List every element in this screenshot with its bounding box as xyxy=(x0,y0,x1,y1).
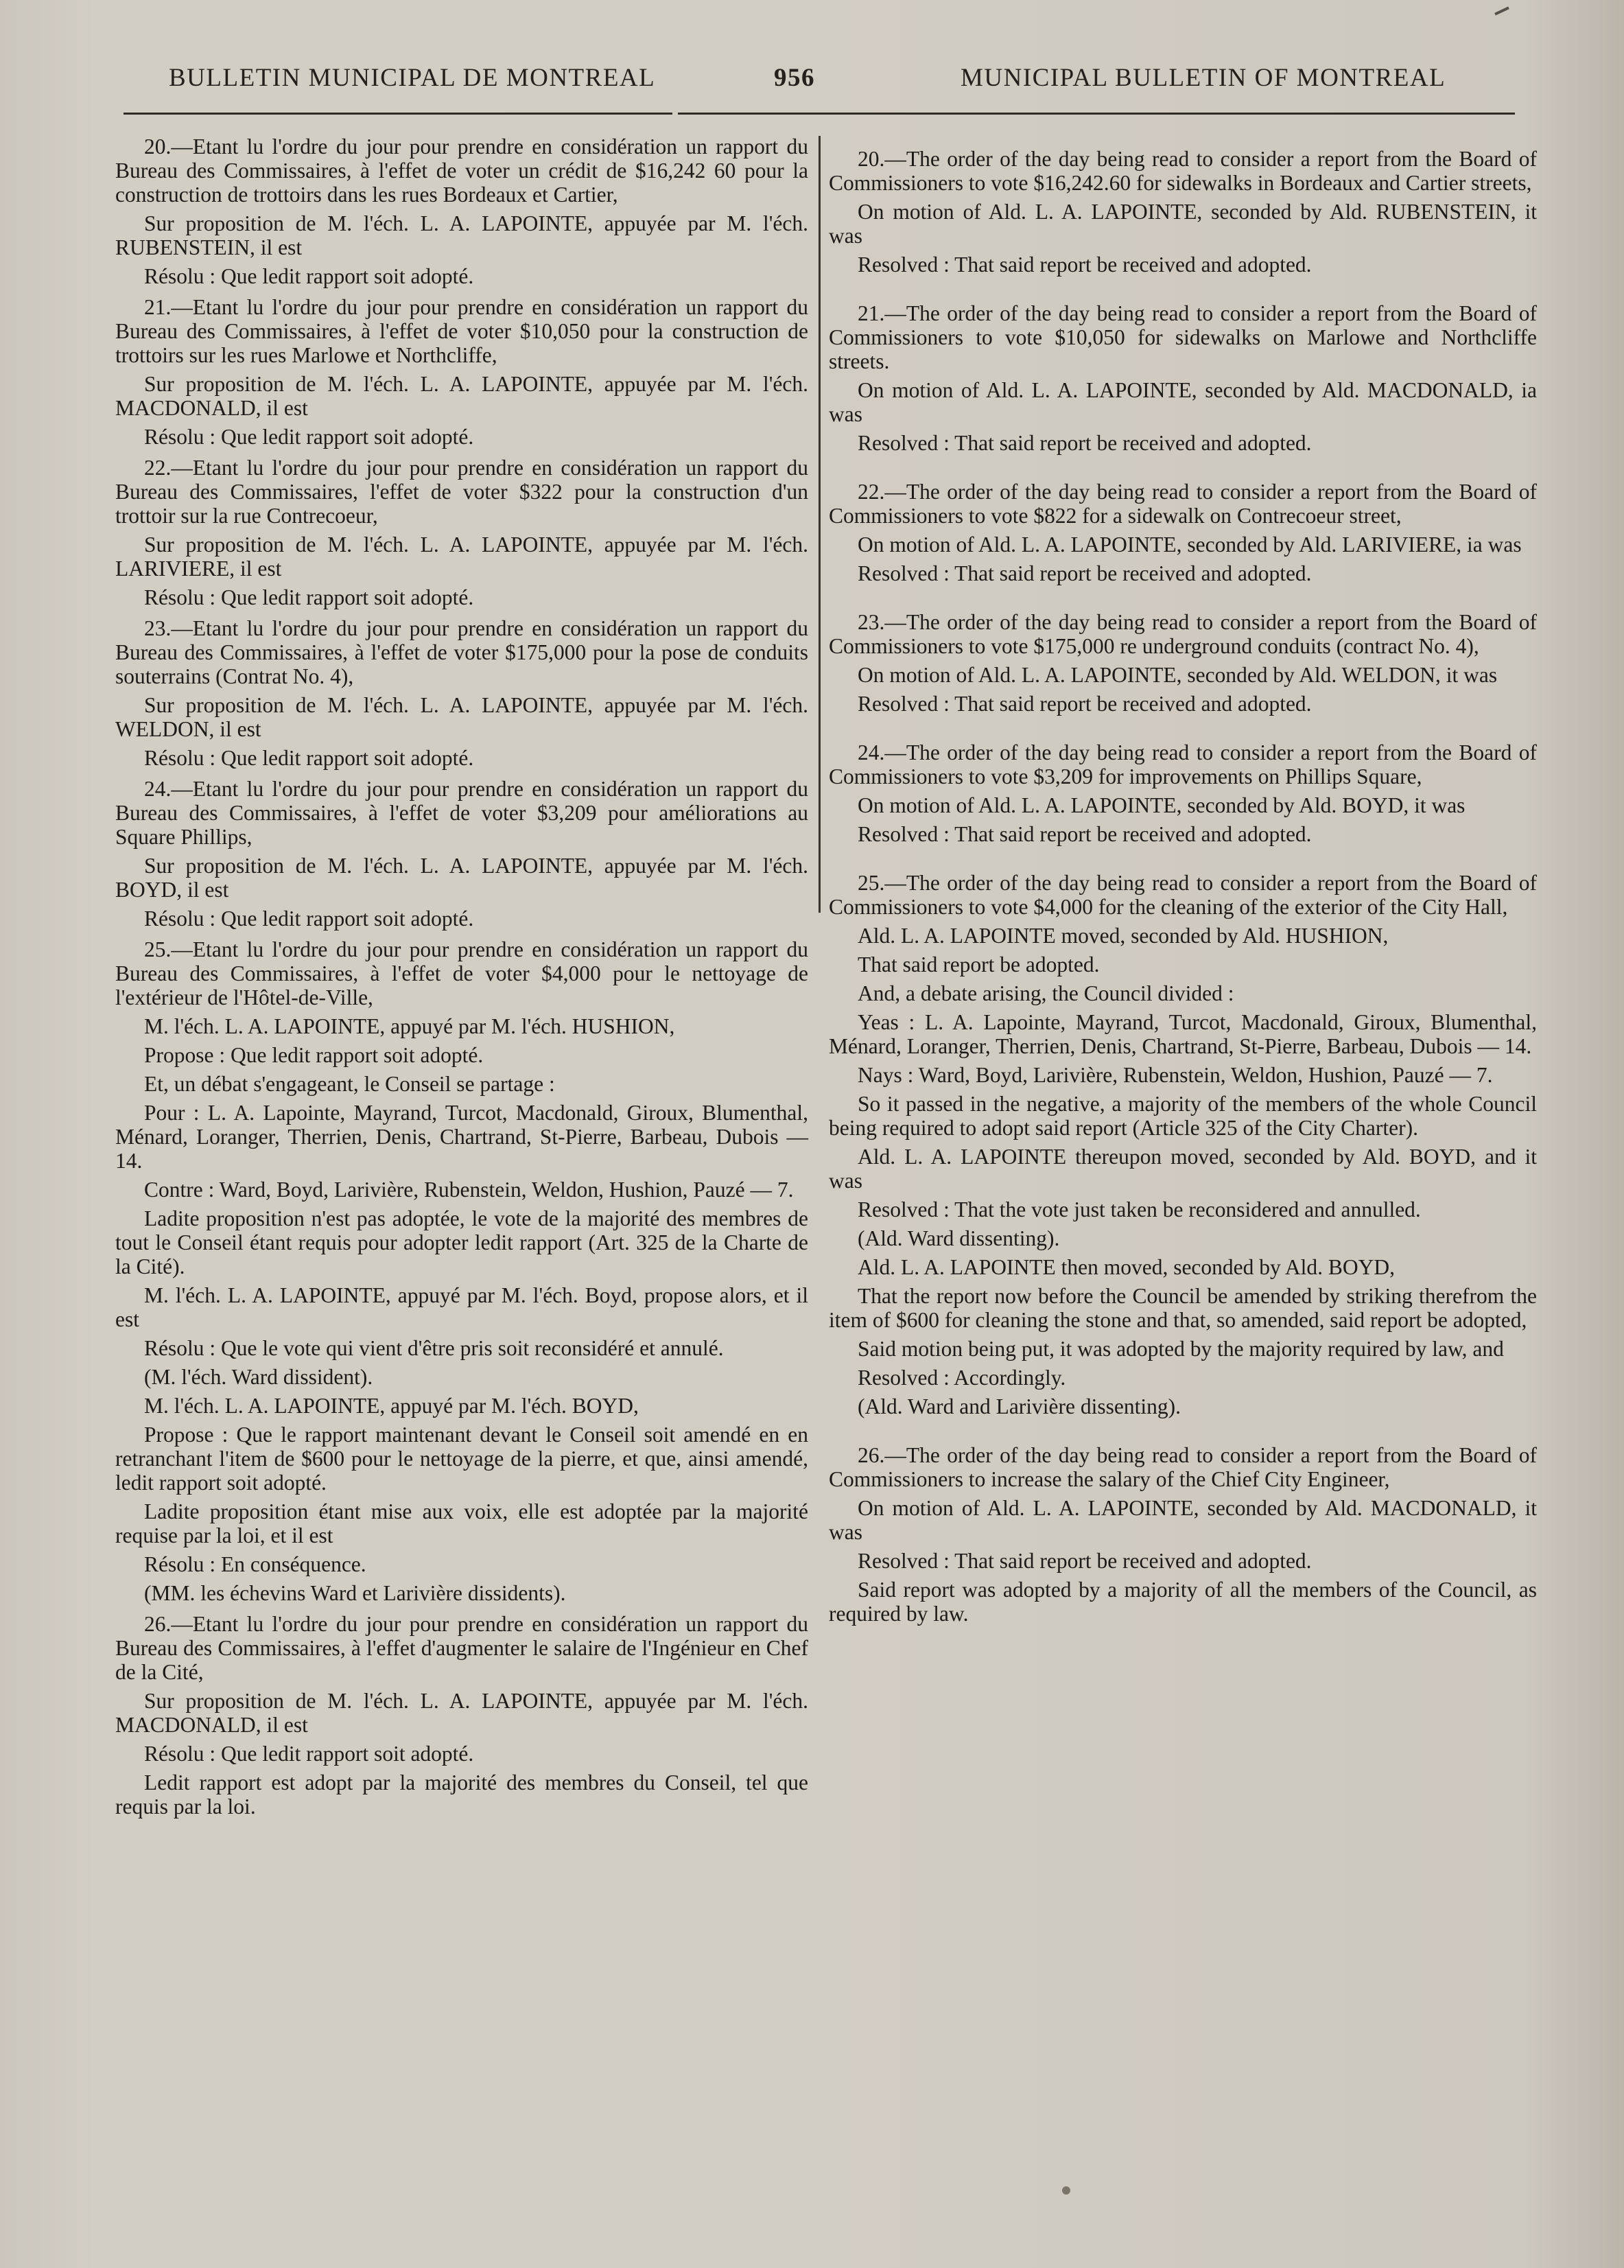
french-item xyxy=(115,1612,808,1819)
french-paragraph: Résolu : Que ledit rapport soit adopté. xyxy=(144,746,474,770)
french-paragraph: Résolu : Que ledit rapport soit adopté. xyxy=(144,264,474,288)
french-paragraph: Ledit rapport est adopt par la majorité des membres du Conseil, tel que requis par la loi. xyxy=(115,1770,808,1819)
english-paragraph: On motion of Ald. L. A. LAPOINTE, seconded by Ald. BOYD, it was xyxy=(858,793,1466,817)
french-paragraph: 21.—Etant lu l'ordre du jour pour prendre en considération un rapport du Bureau des Commissaires, à l'effet de voter $10,050 pour la construction de trottoirs sur les rues Marlowe et Northcliffe, xyxy=(115,295,808,367)
french-paragraph: Pour : L. A. Lapointe, Mayrand, Turcot, Macdonald, Giroux, Blumenthal, Ménard, Loranger, Therrien, Denis, Chartrand, St-Pierre, Barbeau, Dubois — 14. xyxy=(115,1101,808,1173)
french-paragraph: Résolu : Que ledit rapport soit adopté. xyxy=(144,907,474,931)
french-item xyxy=(115,295,808,449)
french-paragraph: 20.—Etant lu l'ordre du jour pour prendre en considération un rapport du Bureau des Commissaires, à l'effet de voter un crédit de $16,242 60 pour la construction de trottoirs dans les rues Bordeaux et Cartier, xyxy=(115,135,808,207)
header-left-title: BULLETIN MUNICIPAL DE MONTREAL xyxy=(169,64,656,92)
print-mark xyxy=(1494,7,1509,16)
french-paragraph: M. l'éch. L. A. LAPOINTE, appuyé par M. l'éch. Boyd, propose alors, et il est xyxy=(115,1283,808,1331)
page-number: 956 xyxy=(774,64,815,92)
english-paragraph: Yeas : L. A. Lapointe, Mayrand, Turcot, Macdonald, Giroux, Blumenthal, Ménard, Loranger, Therrien, Denis, Chartrand, St-Pierre, Barbeau, Dubois — 14. xyxy=(829,1010,1537,1058)
french-paragraph: 24.—Etant lu l'ordre du jour pour prendre en considération un rapport du Bureau des Commissaires, à l'effet de voter $3,209 pour améliorations au Square Phillips, xyxy=(115,777,808,849)
french-paragraph: Et, un débat s'engageant, le Conseil se partage : xyxy=(144,1072,555,1096)
french-paragraph: Sur proposition de M. l'éch. L. A. LAPOINTE, appuyée par M. l'éch. BOYD, il est xyxy=(115,854,808,902)
french-paragraph: Propose : Que le rapport maintenant devant le Conseil soit amendé en en retranchant l'item de $600 pour le nettoyage de la pierre, et que, ainsi amendé, ledit rapport soit adopté. xyxy=(115,1423,808,1495)
french-column xyxy=(115,135,808,1825)
english-paragraph: On motion of Ald. L. A. LAPOINTE, seconded by Ald. MACDONALD, it was xyxy=(829,1496,1537,1544)
english-paragraph: So it passed in the negative, a majority of the members of the whole Council being required to adopt said report (Article 325 of the City Charter). xyxy=(829,1092,1537,1140)
english-paragraph: Resolved : That said report be received and adopted. xyxy=(858,561,1312,585)
french-paragraph: M. l'éch. L. A. LAPOINTE, appuyé par M. l'éch. BOYD, xyxy=(144,1394,639,1418)
english-paragraph: 25.—The order of the day being read to consider a report from the Board of Commissioners to vote $4,000 for the cleaning of the exterior of the City Hall, xyxy=(829,871,1537,919)
french-item xyxy=(115,456,808,609)
english-paragraph: 24.—The order of the day being read to consider a report from the Board of Commissioners to vote $3,209 for improvements on Phillips Square, xyxy=(829,740,1537,788)
english-paragraph: On motion of Ald. L. A. LAPOINTE, seconded by Ald. MACDONALD, ia was xyxy=(829,378,1537,426)
english-paragraph: Resolved : That said report be received and adopted. xyxy=(858,431,1312,455)
english-paragraph: On motion of Ald. L. A. LAPOINTE, seconded by Ald. RUBENSTEIN, it was xyxy=(829,200,1537,248)
french-paragraph: M. l'éch. L. A. LAPOINTE, appuyé par M. l'éch. HUSHION, xyxy=(144,1014,675,1038)
french-paragraph: Sur proposition de M. l'éch. L. A. LAPOINTE, appuyée par M. l'éch. RUBENSTEIN, il est xyxy=(115,211,808,259)
english-paragraph: (Ald. Ward and Larivière dissenting). xyxy=(858,1394,1181,1418)
english-item xyxy=(829,610,1537,716)
page-dot xyxy=(1062,2186,1070,2195)
french-paragraph: Contre : Ward, Boyd, Larivière, Rubenstein, Weldon, Hushion, Pauzé — 7. xyxy=(144,1178,794,1202)
french-paragraph: Propose : Que ledit rapport soit adopté. xyxy=(144,1043,484,1067)
english-paragraph: Resolved : Accordingly. xyxy=(858,1366,1066,1390)
english-item xyxy=(829,480,1537,585)
column-divider xyxy=(819,136,821,913)
french-paragraph: (MM. les échevins Ward et Larivière dissidents). xyxy=(144,1581,566,1605)
english-paragraph: That said report be adopted. xyxy=(858,952,1100,977)
english-paragraph: 23.—The order of the day being read to consider a report from the Board of Commissioners to vote $175,000 re underground conduits (contract No. 4), xyxy=(829,610,1537,658)
english-paragraph: 21.—The order of the day being read to consider a report from the Board of Commissioners to vote $10,050 for sidewalks on Marlowe and Northcliffe streets. xyxy=(829,301,1537,373)
french-paragraph: Sur proposition de M. l'éch. L. A. LAPOINTE, appuyée par M. l'éch. LARIVIERE, il est xyxy=(115,533,808,581)
english-paragraph: Resolved : That said report be received and adopted. xyxy=(858,692,1312,716)
english-paragraph: And, a debate arising, the Council divided : xyxy=(858,981,1234,1005)
french-paragraph: Résolu : Que ledit rapport soit adopté. xyxy=(144,1742,474,1766)
french-paragraph: Résolu : Que ledit rapport soit adopté. xyxy=(144,425,474,449)
english-paragraph: Resolved : That said report be received and adopted. xyxy=(858,1549,1312,1573)
french-paragraph: Résolu : Que ledit rapport soit adopté. xyxy=(144,585,474,609)
french-item xyxy=(115,937,808,1605)
english-paragraph: On motion of Ald. L. A. LAPOINTE, seconded by Ald. WELDON, it was xyxy=(858,663,1498,687)
english-paragraph: Ald. L. A. LAPOINTE moved, seconded by Ald. HUSHION, xyxy=(858,924,1389,948)
french-paragraph: 23.—Etant lu l'ordre du jour pour prendre en considération un rapport du Bureau des Commissaires, à l'effet de voter $175,000 pour la pose de conduits souterrains (Contrat No. 4), xyxy=(115,616,808,688)
english-paragraph: 26.—The order of the day being read to consider a report from the Board of Commissioners to increase the salary of the Chief City Engineer, xyxy=(829,1443,1537,1491)
french-paragraph: Sur proposition de M. l'éch. L. A. LAPOINTE, appuyée par M. l'éch. MACDONALD, il est xyxy=(115,1689,808,1737)
english-paragraph: Nays : Ward, Boyd, Larivière, Rubenstein, Weldon, Hushion, Pauzé — 7. xyxy=(858,1063,1493,1087)
french-paragraph: (M. l'éch. Ward dissident). xyxy=(144,1365,373,1389)
english-item xyxy=(829,1443,1537,1626)
english-paragraph: On motion of Ald. L. A. LAPOINTE, seconded by Ald. LARIVIERE, ia was xyxy=(858,533,1522,557)
english-paragraph: Ald. L. A. LAPOINTE then moved, seconded by Ald. BOYD, xyxy=(858,1255,1396,1279)
header-rule-right xyxy=(678,113,1515,115)
header-rule-left xyxy=(123,113,672,115)
french-item xyxy=(115,135,808,288)
french-paragraph: 26.—Etant lu l'ordre du jour pour prendre en considération un rapport du Bureau des Commissaires, à l'effet d'augmenter le salaire de l'Ingénieur en Chef de la Cité, xyxy=(115,1612,808,1684)
english-paragraph: 20.—The order of the day being read to consider a report from the Board of Commissioners to vote $16,242.60 for sidewalks in Bordeaux and Cartier streets, xyxy=(829,147,1537,195)
english-paragraph: (Ald. Ward dissenting). xyxy=(858,1226,1060,1250)
english-item xyxy=(829,147,1537,277)
english-paragraph: 22.—The order of the day being read to consider a report from the Board of Commissioners to vote $822 for a sidewalk on Contrecoeur street, xyxy=(829,480,1537,528)
french-paragraph: 22.—Etant lu l'ordre du jour pour prendre en considération un rapport du Bureau des Commissaires, l'effet de voter $322 pour la construction d'un trottoir sur la rue Contrecoeur, xyxy=(115,456,808,528)
english-paragraph: Resolved : That said report be received and adopted. xyxy=(858,822,1312,846)
french-item xyxy=(115,616,808,770)
french-paragraph: 25.—Etant lu l'ordre du jour pour prendre en considération un rapport du Bureau des Commissaires, à l'effet de voter $4,000 pour le nettoyage de l'extérieur de l'Hôtel-de-Ville, xyxy=(115,937,808,1009)
english-column xyxy=(829,147,1537,1650)
french-paragraph: Ladite proposition n'est pas adoptée, le vote de la majorité des membres de tout le Conseil étant requis pour adopter ledit rapport (Art. 325 de la Charte de la Cité). xyxy=(115,1206,808,1278)
english-item xyxy=(829,871,1537,1418)
header-right-title: MUNICIPAL BULLETIN OF MONTREAL xyxy=(961,64,1446,92)
english-paragraph: Resolved : That said report be received and adopted. xyxy=(858,253,1312,277)
english-paragraph: Said report was adopted by a majority of all the members of the Council, as required by law. xyxy=(829,1578,1537,1626)
french-paragraph: Résolu : En conséquence. xyxy=(144,1552,366,1576)
english-item xyxy=(829,301,1537,455)
french-item xyxy=(115,777,808,931)
english-paragraph: Said motion being put, it was adopted by the majority required by law, and xyxy=(858,1337,1504,1361)
french-paragraph: Sur proposition de M. l'éch. L. A. LAPOINTE, appuyée par M. l'éch. WELDON, il est xyxy=(115,693,808,741)
english-paragraph: Resolved : That the vote just taken be reconsidered and annulled. xyxy=(858,1197,1421,1221)
english-paragraph: Ald. L. A. LAPOINTE thereupon moved, seconded by Ald. BOYD, and it was xyxy=(829,1145,1537,1193)
french-paragraph: Résolu : Que le vote qui vient d'être pris soit reconsidéré et annulé. xyxy=(144,1336,724,1360)
french-paragraph: Ladite proposition étant mise aux voix, elle est adoptée par la majorité requise par la loi, et il est xyxy=(115,1499,808,1547)
english-item xyxy=(829,740,1537,846)
english-paragraph: That the report now before the Council be amended by striking therefrom the item of $600 for cleaning the stone and that, so amended, said report be adopted, xyxy=(829,1284,1537,1332)
french-paragraph: Sur proposition de M. l'éch. L. A. LAPOINTE, appuyée par M. l'éch. MACDONALD, il est xyxy=(115,372,808,420)
